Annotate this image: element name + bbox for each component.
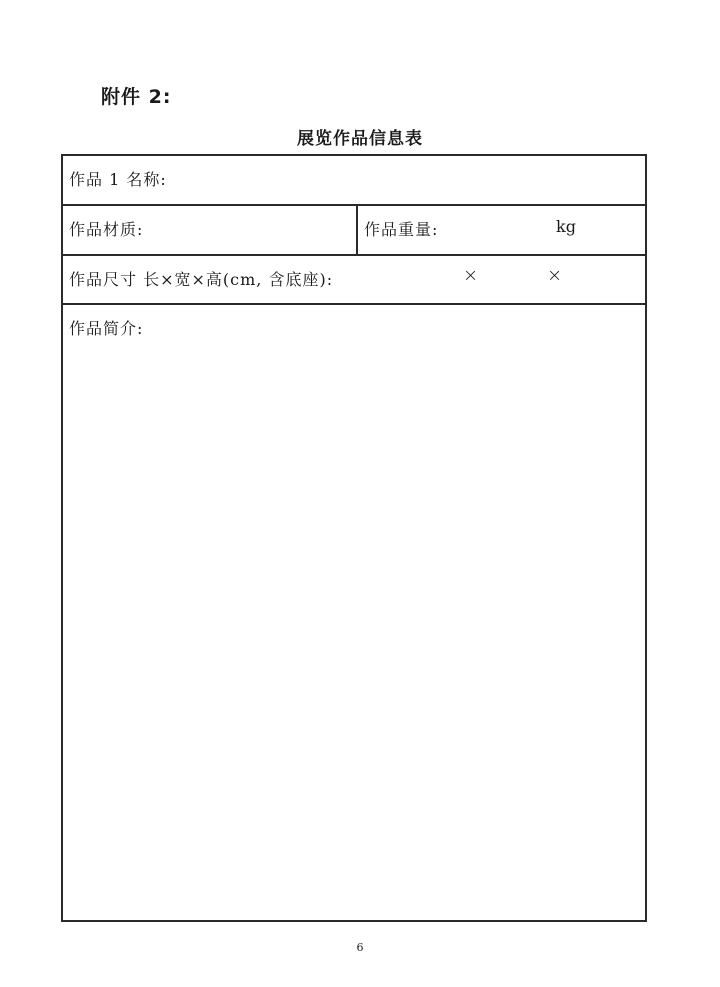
work-name-label: 作品 1 名称: bbox=[69, 170, 167, 189]
material-label: 作品材质: bbox=[69, 220, 144, 239]
attachment-label: 附件 2: bbox=[101, 86, 172, 108]
row-introduction bbox=[63, 305, 645, 920]
page-number: 6 bbox=[356, 941, 364, 954]
info-form-table bbox=[61, 154, 647, 922]
introduction-label: 作品简介: bbox=[69, 319, 144, 338]
times-symbol: × bbox=[547, 265, 563, 286]
row-dimensions bbox=[63, 256, 645, 305]
row-material-weight bbox=[63, 206, 645, 256]
dimensions-label: 作品尺寸 长×宽×高(cm, 含底座): bbox=[69, 270, 334, 289]
row-work-name bbox=[63, 156, 645, 206]
weight-unit: kg bbox=[556, 217, 576, 236]
weight-label: 作品重量: bbox=[364, 220, 439, 239]
page-title: 展览作品信息表 bbox=[297, 129, 423, 149]
material-cell bbox=[63, 206, 358, 254]
weight-cell bbox=[358, 206, 645, 254]
times-symbol: × bbox=[463, 265, 479, 286]
